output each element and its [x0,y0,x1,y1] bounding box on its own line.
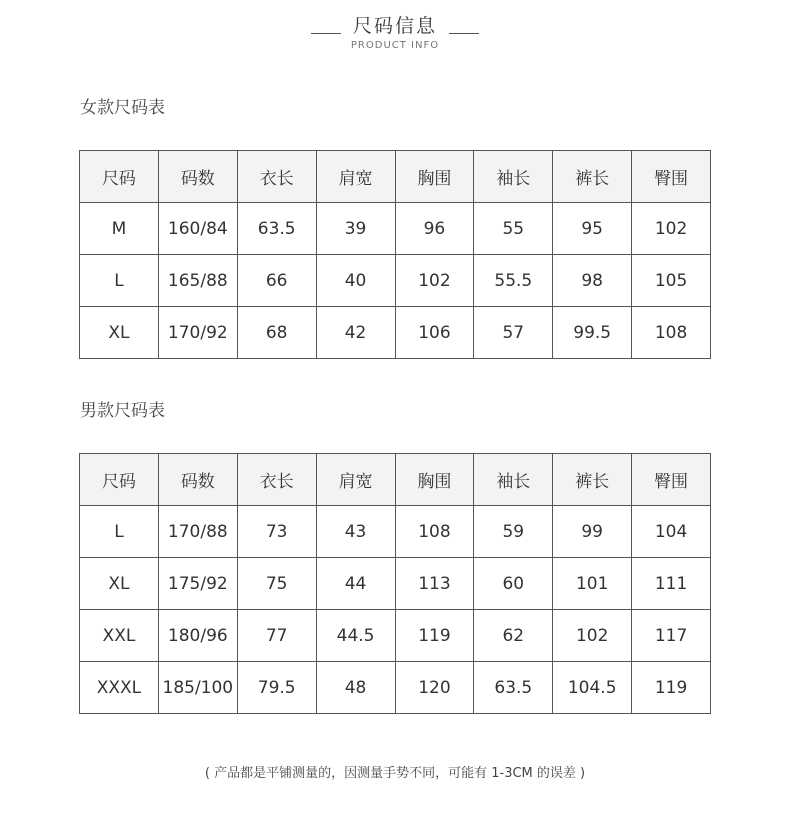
table-header-row [80,454,711,506]
column-header: 胸围 [395,151,474,203]
column-header: 码数 [158,454,237,506]
table-row [80,662,711,714]
table-cell: 75 [237,558,316,610]
column-header: 胸围 [395,454,474,506]
table-cell: 170/88 [158,506,237,558]
table-cell: 117 [632,610,711,662]
table-cell: 160/84 [158,203,237,255]
table-row [80,506,711,558]
table-cell: 73 [237,506,316,558]
table-row [80,255,711,307]
column-header: 臀围 [632,151,711,203]
table-cell: 180/96 [158,610,237,662]
table-cell: 99.5 [553,307,632,359]
table-header-row [80,151,711,203]
table-row [80,558,711,610]
page-subtitle: PRODUCT INFO [350,40,440,51]
table-cell: 102 [395,255,474,307]
table-cell: L [80,255,159,307]
table-cell: 40 [316,255,395,307]
table-cell: 96 [395,203,474,255]
table-cell: 98 [553,255,632,307]
table-cell: 44.5 [316,610,395,662]
column-header: 衣长 [237,454,316,506]
table-cell: XXXL [80,662,159,714]
table-cell: 55.5 [474,255,553,307]
table-row [80,307,711,359]
table-cell: 102 [632,203,711,255]
table-cell: 175/92 [158,558,237,610]
column-header: 裤长 [553,151,632,203]
table-cell: 119 [632,662,711,714]
table-cell: XL [80,307,159,359]
table-cell: 62 [474,610,553,662]
column-header: 尺码 [80,151,159,203]
table-cell: 39 [316,203,395,255]
table-cell: 108 [395,506,474,558]
column-header: 袖长 [474,151,553,203]
measurement-note: ( 产品都是平铺测量的，因测量手势不同，可能有 1-3CM 的误差 ) [204,766,586,781]
table-cell: L [80,506,159,558]
table-cell: 55 [474,203,553,255]
table-cell: 44 [316,558,395,610]
table-cell: 185/100 [158,662,237,714]
table-cell: XXL [80,610,159,662]
table-cell: 77 [237,610,316,662]
table-cell: 99 [553,506,632,558]
table-cell: 57 [474,307,553,359]
column-header: 袖长 [474,454,553,506]
table-cell: 95 [553,203,632,255]
table-cell: 59 [474,506,553,558]
table-cell: 68 [237,307,316,359]
table-cell: 63.5 [474,662,553,714]
women-size-table [79,150,711,359]
table-cell: 48 [316,662,395,714]
table-row [80,610,711,662]
table-cell: 102 [553,610,632,662]
table-cell: 104.5 [553,662,632,714]
table-cell: 105 [632,255,711,307]
women-section-title: 女款尺码表 [80,98,165,118]
table-cell: 119 [395,610,474,662]
page-title: 尺码信息 [352,15,437,37]
table-cell: 66 [237,255,316,307]
table-cell: 120 [395,662,474,714]
table-cell: 104 [632,506,711,558]
column-header: 码数 [158,151,237,203]
column-header: 肩宽 [316,454,395,506]
title-divider-left [311,33,341,34]
column-header: 臀围 [632,454,711,506]
table-cell: 106 [395,307,474,359]
table-cell: 63.5 [237,203,316,255]
column-header: 衣长 [237,151,316,203]
title-divider-right [449,33,479,34]
table-cell: 113 [395,558,474,610]
table-cell: 170/92 [158,307,237,359]
table-cell: XL [80,558,159,610]
table-cell: 60 [474,558,553,610]
table-cell: 108 [632,307,711,359]
table-row [80,203,711,255]
table-cell: 101 [553,558,632,610]
page-header [0,12,790,40]
men-section-title: 男款尺码表 [80,401,165,421]
men-size-table [79,453,711,714]
table-cell: 111 [632,558,711,610]
column-header: 尺码 [80,454,159,506]
table-cell: 43 [316,506,395,558]
table-cell: 79.5 [237,662,316,714]
column-header: 裤长 [553,454,632,506]
table-cell: 165/88 [158,255,237,307]
table-cell: M [80,203,159,255]
table-cell: 42 [316,307,395,359]
column-header: 肩宽 [316,151,395,203]
